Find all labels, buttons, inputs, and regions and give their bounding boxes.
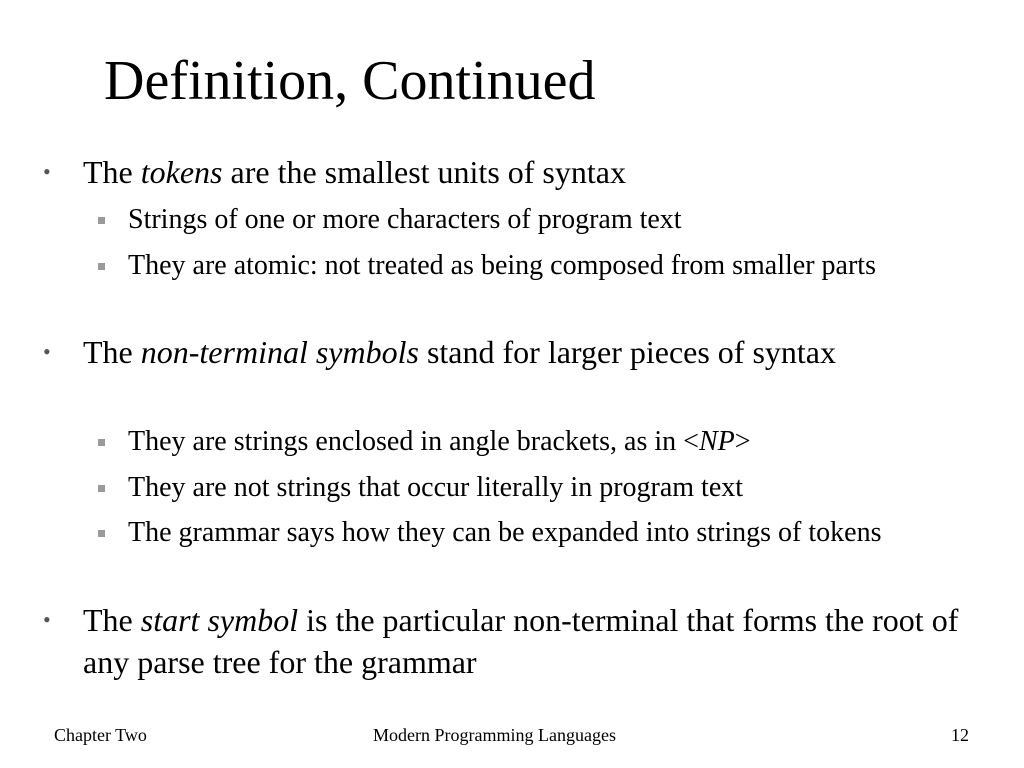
bullet-dot-icon: • bbox=[43, 339, 51, 364]
sub-bullet-grammar-expands: The grammar says how they can be expanded into strings of tokens bbox=[128, 515, 988, 551]
term-tokens: tokens bbox=[140, 154, 223, 190]
footer-chapter: Chapter Two bbox=[54, 725, 147, 745]
bullet-start-symbol: • The start symbol is the particular non-terminal that forms the root of any parse tree for the grammar bbox=[83, 599, 983, 683]
bullet-tokens: • The tokens are the smallest units of syntax bbox=[83, 151, 983, 193]
term-start-symbol: start symbol bbox=[140, 602, 299, 638]
sub-bullet-strings: Strings of one or more characters of program text bbox=[128, 202, 988, 238]
bullet-non-terminal: • The non-terminal symbols stand for larger pieces of syntax bbox=[83, 331, 983, 373]
square-bullet-icon bbox=[98, 439, 105, 446]
bullet-dot-icon: • bbox=[43, 607, 51, 632]
sub-bullet-angle-brackets: They are strings enclosed in angle brackets, as in <NP> bbox=[128, 424, 988, 460]
term-non-terminal-symbols: non-terminal symbols bbox=[140, 334, 419, 370]
square-bullet-icon bbox=[98, 217, 105, 224]
slide-title: Definition, Continued bbox=[104, 50, 596, 112]
footer-page-number: 12 bbox=[951, 725, 969, 745]
sub-bullet-not-literal: They are not strings that occur literally in program text bbox=[128, 470, 988, 506]
bullet-dot-icon: • bbox=[43, 159, 51, 184]
square-bullet-icon bbox=[98, 485, 105, 492]
square-bullet-icon bbox=[98, 263, 105, 270]
term-np: NP bbox=[698, 426, 735, 457]
sub-bullet-atomic: They are atomic: not treated as being composed from smaller parts bbox=[128, 248, 988, 284]
square-bullet-icon bbox=[98, 530, 105, 537]
footer-book-title: Modern Programming Languages bbox=[373, 725, 616, 745]
